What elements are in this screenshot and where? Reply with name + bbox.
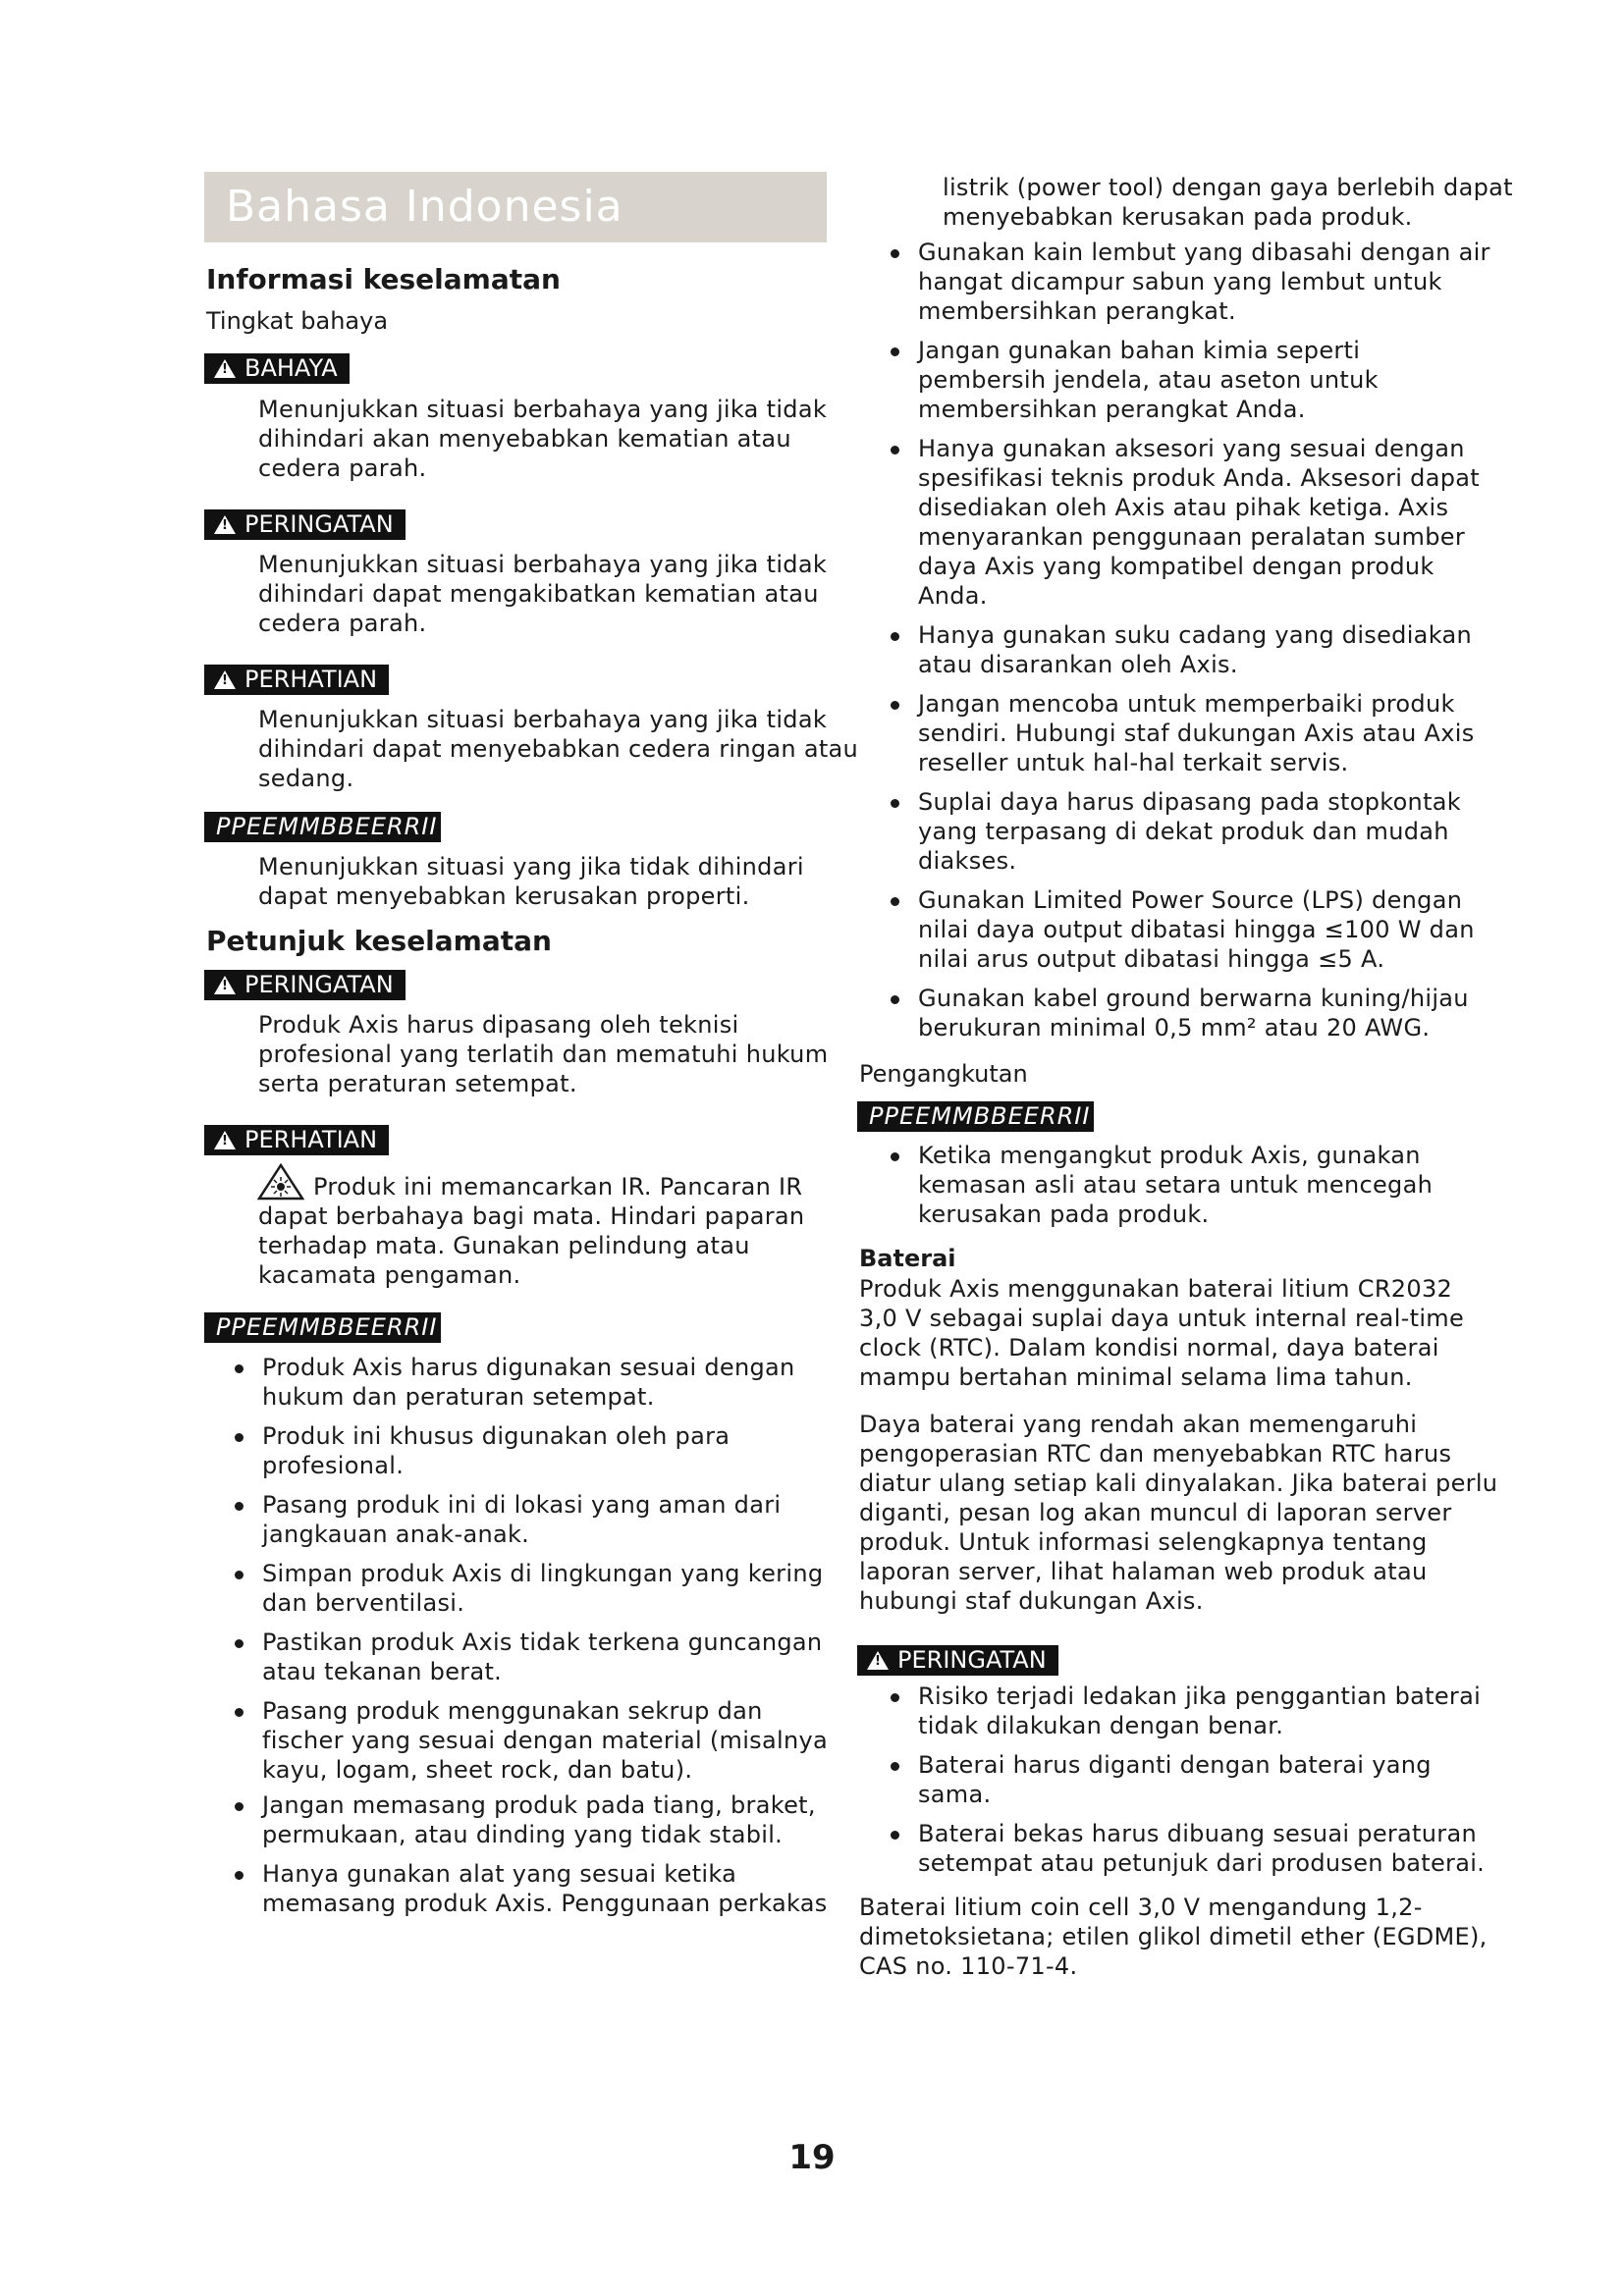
continuation-text: listrik (power tool) dengan gaya berlebih dapat menyebabkan kerusakan pada produk. bbox=[943, 174, 1513, 231]
battery-paragraph-3: Baterai litium coin cell 3,0 V mengandung 1,2- dimetoksietana; etilen glikol dimetil ether (EGDME), CAS no. 110-71-4. bbox=[859, 1894, 1488, 1980]
warning-triangle-icon bbox=[214, 1131, 236, 1149]
warning-triangle-icon bbox=[214, 359, 236, 378]
right-bullet-list bbox=[889, 238, 1537, 1042]
list-item: Suplai daya harus dipasang pada stopkontak yang terpasang di dekat produk dan mudah diakses. bbox=[889, 787, 1537, 876]
list-item: Hanya gunakan aksesori yang sesuai dengan spesifikasi teknis produk Anda. Aksesori dapat disediakan oleh Axis atau pihak ketiga. Axis menyarankan penggunaan peralatan sumber daya Axis yang kompatibel dengan produk Anda. bbox=[889, 434, 1537, 611]
list-item: Baterai harus diganti dengan baterai yang sama. bbox=[889, 1750, 1537, 1809]
instr-caution-text: Produk ini memancarkan IR. Pancaran IR dapat berbahaya bagi mata. Hindari paparan terhadap mata. Gunakan pelindung atau kacamata pengaman. bbox=[258, 1173, 805, 1289]
list-item: Gunakan Limited Power Source (LPS) dengan nilai daya output dibatasi hingga ≤100 W dan nilai arus output dibatasi hingga ≤5 A. bbox=[889, 885, 1537, 974]
instr-warning-text: Produk Axis harus dipasang oleh teknisi profesional yang terlatih dan mematuhi hukum serta peraturan setempat. bbox=[258, 1011, 829, 1097]
notice-badge: PPEEMMBBEERRII bbox=[204, 812, 441, 842]
danger-badge: !BAHAYA bbox=[204, 353, 350, 384]
instr-warning-badge: !PERINGATAN bbox=[204, 970, 406, 1000]
list-item: Jangan mencoba untuk memperbaiki produk sendiri. Hubungi staf dukungan Axis atau Axis reseller untuk hal-hal terkait servis. bbox=[889, 689, 1537, 777]
battery-warning-list bbox=[889, 1682, 1537, 1878]
page-number: 19 bbox=[788, 2138, 836, 2177]
instr-notice-list bbox=[233, 1353, 861, 1918]
list-item: Simpan produk Axis di lingkungan yang kering dan berventilasi. bbox=[233, 1559, 861, 1618]
warning-badge: !PERINGATAN bbox=[204, 509, 406, 540]
transport-list bbox=[889, 1141, 1537, 1229]
battery-paragraph-1: Produk Axis menggunakan baterai litium CR2032 3,0 V sebagai suplai daya untuk internal real-time clock (RTC). Dalam kondisi normal, daya baterai mampu bertahan minimal selama lima tahun. bbox=[859, 1275, 1465, 1391]
danger-text: Menunjukkan situasi berbahaya yang jika tidak dihindari akan menyebabkan kematian atau cedera parah. bbox=[258, 396, 828, 482]
warning-triangle-icon bbox=[867, 1651, 889, 1670]
safety-instructions-heading: Petunjuk keselamatan bbox=[206, 925, 552, 957]
list-item: Gunakan kabel ground berwarna kuning/hijau berukuran minimal 0,5 mm² atau 20 AWG. bbox=[889, 984, 1537, 1042]
battery-heading: Baterai bbox=[859, 1245, 956, 1272]
list-item: Pastikan produk Axis tidak terkena guncangan atau tekanan berat. bbox=[233, 1628, 861, 1686]
caution-badge: !PERHATIAN bbox=[204, 665, 389, 695]
list-item: Jangan gunakan bahan kimia seperti pembersih jendela, atau aseton untuk membersihkan perangkat Anda. bbox=[889, 336, 1537, 424]
list-item: Hanya gunakan suku cadang yang disediakan atau disarankan oleh Axis. bbox=[889, 620, 1537, 679]
battery-warning-badge: !PERINGATAN bbox=[857, 1645, 1058, 1676]
list-item: Produk ini khusus digunakan oleh para profesional. bbox=[233, 1421, 861, 1480]
list-item: Gunakan kain lembut yang dibasahi dengan air hangat dicampur sabun yang lembut untuk membersihkan perangkat. bbox=[889, 238, 1537, 326]
list-item: Jangan memasang produk pada tiang, braket, permukaan, atau dinding yang tidak stabil. bbox=[233, 1790, 861, 1849]
list-item: Risiko terjadi ledakan jika penggantian baterai tidak dilakukan dengan benar. bbox=[889, 1682, 1537, 1740]
notice-text: Menunjukkan situasi yang jika tidak dihindari dapat menyebabkan kerusakan properti. bbox=[258, 853, 804, 910]
warning-triangle-icon bbox=[214, 515, 236, 534]
list-item: Hanya gunakan alat yang sesuai ketika memasang produk Axis. Penggunaan perkakas bbox=[233, 1859, 861, 1918]
instr-notice-badge: PPEEMMBBEERRII bbox=[204, 1312, 441, 1343]
caution-text: Menunjukkan situasi berbahaya yang jika tidak dihindari dapat menyebabkan cedera ringan atau sedang. bbox=[258, 706, 859, 792]
list-item: Produk Axis harus digunakan sesuai dengan hukum dan peraturan setempat. bbox=[233, 1353, 861, 1412]
language-title: Bahasa Indonesia bbox=[226, 182, 623, 232]
list-item: Pasang produk menggunakan sekrup dan fischer yang sesuai dengan material (misalnya kayu, logam, sheet rock, dan batu). bbox=[233, 1696, 861, 1785]
safety-info-heading: Informasi keselamatan bbox=[206, 263, 561, 295]
transport-heading: Pengangkutan bbox=[859, 1060, 1028, 1088]
transport-notice-badge: PPEEMMBBEERRII bbox=[857, 1101, 1094, 1132]
warning-text: Menunjukkan situasi berbahaya yang jika tidak dihindari dapat mengakibatkan kematian atau cedera parah. bbox=[258, 551, 828, 637]
hazard-levels-heading: Tingkat bahaya bbox=[206, 307, 389, 335]
list-item: Pasang produk ini di lokasi yang aman dari jangkauan anak-anak. bbox=[233, 1490, 861, 1549]
language-banner bbox=[204, 172, 827, 242]
list-item: Baterai bekas harus dibuang sesuai peraturan setempat atau petunjuk dari produsen baterai. bbox=[889, 1819, 1537, 1878]
list-item: Ketika mengangkut produk Axis, gunakan kemasan asli atau setara untuk mencegah kerusakan pada produk. bbox=[889, 1141, 1537, 1229]
warning-triangle-icon bbox=[214, 976, 236, 994]
battery-paragraph-2: Daya baterai yang rendah akan memengaruhi pengoperasian RTC dan menyebabkan RTC harus diatur ulang setiap kali dinyalakan. Jika baterai perlu diganti, pesan log akan muncul di laporan server produk. Untuk informasi selengkapnya tentang laporan server, lihat halaman web produk atau hubungi staf dukungan Axis. bbox=[859, 1411, 1498, 1615]
warning-triangle-icon bbox=[214, 670, 236, 689]
instr-caution-badge: !PERHATIAN bbox=[204, 1125, 389, 1155]
